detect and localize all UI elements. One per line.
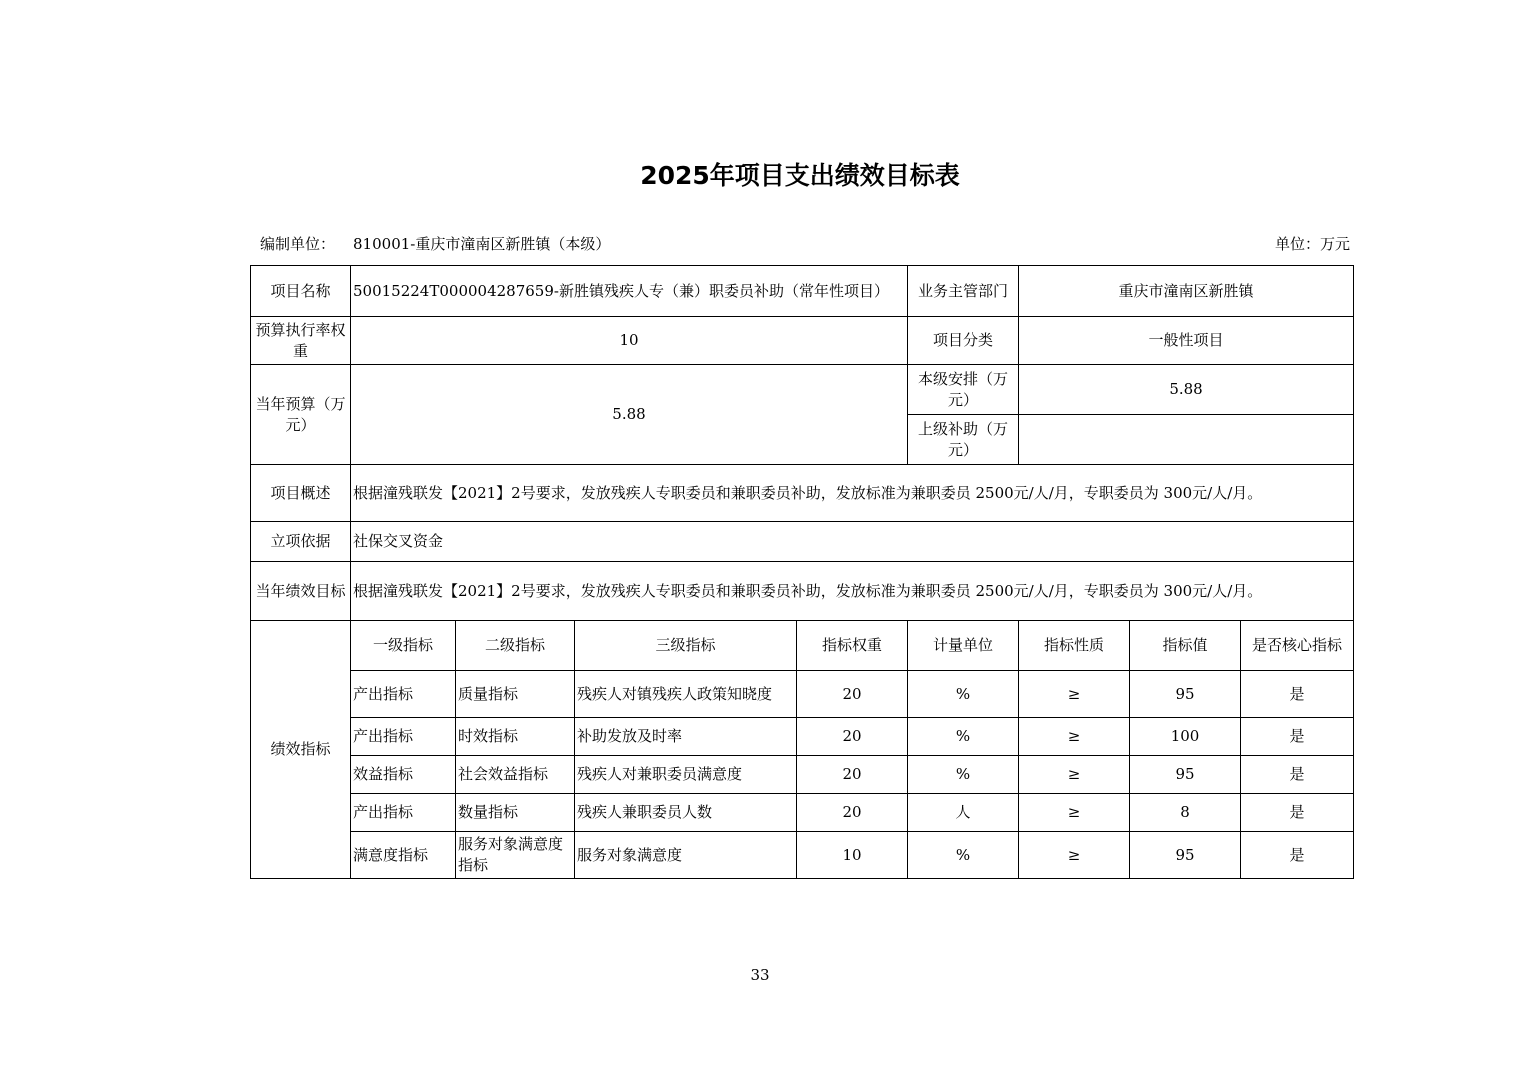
page-title: 2025年项目支出绩效目标表	[640, 161, 960, 190]
category-label: 项目分类	[908, 317, 1019, 365]
header-cell: 三级指标	[575, 621, 797, 671]
header-cell: 是否核心指标	[1241, 621, 1354, 671]
unit-label: 单位：万元	[1274, 235, 1350, 253]
nature-cell: ≥	[1019, 756, 1130, 794]
header-cell: 二级指标	[456, 621, 575, 671]
unit-cell: %	[908, 756, 1019, 794]
local-value: 5.88	[1019, 365, 1354, 415]
org-value: 810001-重庆市潼南区新胜镇（本级）	[353, 235, 611, 253]
row-weight	[251, 317, 1354, 365]
project-name-value: 50015224T000004287659-新胜镇残疾人专（兼）职委员补助（常年性项目）	[351, 266, 908, 317]
indicator-section-label: 绩效指标	[251, 621, 351, 879]
budget-value: 5.88	[351, 365, 908, 465]
level2-cell: 质量指标	[456, 671, 575, 718]
core-cell: 是	[1241, 671, 1354, 718]
core-cell: 是	[1241, 832, 1354, 879]
nature-cell: ≥	[1019, 671, 1130, 718]
weight-cell: 20	[797, 718, 908, 756]
level3-cell: 残疾人对兼职委员满意度	[575, 756, 797, 794]
level1-cell: 满意度指标	[351, 832, 456, 879]
unit-cell: 人	[908, 794, 1019, 832]
budget-label: 当年预算（万元）	[251, 365, 351, 465]
performance-table	[250, 265, 1354, 879]
superior-value	[1019, 415, 1354, 465]
unit-cell: %	[908, 718, 1019, 756]
project-name-label: 项目名称	[251, 266, 351, 317]
header-cell: 计量单位	[908, 621, 1019, 671]
page-number: 33	[750, 966, 770, 984]
value-cell: 95	[1130, 832, 1241, 879]
local-label: 本级安排（万元）	[908, 365, 1019, 415]
header-cell: 指标权重	[797, 621, 908, 671]
dept-label: 业务主管部门	[908, 266, 1019, 317]
header-cell: 一级指标	[351, 621, 456, 671]
value-cell: 95	[1130, 756, 1241, 794]
nature-cell: ≥	[1019, 794, 1130, 832]
weight-cell: 20	[797, 671, 908, 718]
level3-cell: 服务对象满意度	[575, 832, 797, 879]
level1-cell: 产出指标	[351, 671, 456, 718]
goal-value: 根据潼残联发【2021】2号要求，发放残疾人专职委员和兼职委员补助，发放标准为兼职委员 2500元/人/月，专职委员为 300元/人/月。	[351, 562, 1354, 621]
nature-cell: ≥	[1019, 832, 1130, 879]
unit-cell: %	[908, 671, 1019, 718]
row-budget-local	[251, 365, 1354, 415]
level2-cell: 时效指标	[456, 718, 575, 756]
level3-cell: 补助发放及时率	[575, 718, 797, 756]
value-cell: 95	[1130, 671, 1241, 718]
basis-value: 社保交叉资金	[351, 522, 1354, 562]
indicator-header-row	[251, 621, 1354, 671]
superior-label: 上级补助（万元）	[908, 415, 1019, 465]
table-row	[251, 671, 1354, 718]
header-cell: 指标性质	[1019, 621, 1130, 671]
row-basis	[251, 522, 1354, 562]
level2-cell: 数量指标	[456, 794, 575, 832]
unit-cell: %	[908, 832, 1019, 879]
level3-cell: 残疾人对镇残疾人政策知晓度	[575, 671, 797, 718]
level3-cell: 残疾人兼职委员人数	[575, 794, 797, 832]
basis-label: 立项依据	[251, 522, 351, 562]
value-cell: 8	[1130, 794, 1241, 832]
weight-cell: 10	[797, 832, 908, 879]
row-project-name	[251, 266, 1354, 317]
goal-label: 当年绩效目标	[251, 562, 351, 621]
row-goal	[251, 562, 1354, 621]
core-cell: 是	[1241, 794, 1354, 832]
level2-cell: 服务对象满意度指标	[456, 832, 575, 879]
weight-label: 预算执行率权重	[251, 317, 351, 365]
core-cell: 是	[1241, 718, 1354, 756]
level1-cell: 产出指标	[351, 718, 456, 756]
org-line	[260, 233, 610, 254]
org-label: 编制单位：	[260, 235, 336, 253]
weight-cell: 20	[797, 794, 908, 832]
nature-cell: ≥	[1019, 718, 1130, 756]
weight-value: 10	[351, 317, 908, 365]
table-row	[251, 794, 1354, 832]
weight-cell: 20	[797, 756, 908, 794]
level1-cell: 产出指标	[351, 794, 456, 832]
table-row	[251, 756, 1354, 794]
dept-value: 重庆市潼南区新胜镇	[1019, 266, 1354, 317]
category-value: 一般性项目	[1019, 317, 1354, 365]
overview-value: 根据潼残联发【2021】2号要求，发放残疾人专职委员和兼职委员补助，发放标准为兼职委员 2500元/人/月，专职委员为 300元/人/月。	[351, 465, 1354, 522]
level1-cell: 效益指标	[351, 756, 456, 794]
header-cell: 指标值	[1130, 621, 1241, 671]
core-cell: 是	[1241, 756, 1354, 794]
overview-label: 项目概述	[251, 465, 351, 522]
table-row	[251, 718, 1354, 756]
row-overview	[251, 465, 1354, 522]
level2-cell: 社会效益指标	[456, 756, 575, 794]
value-cell: 100	[1130, 718, 1241, 756]
table-row	[251, 832, 1354, 879]
